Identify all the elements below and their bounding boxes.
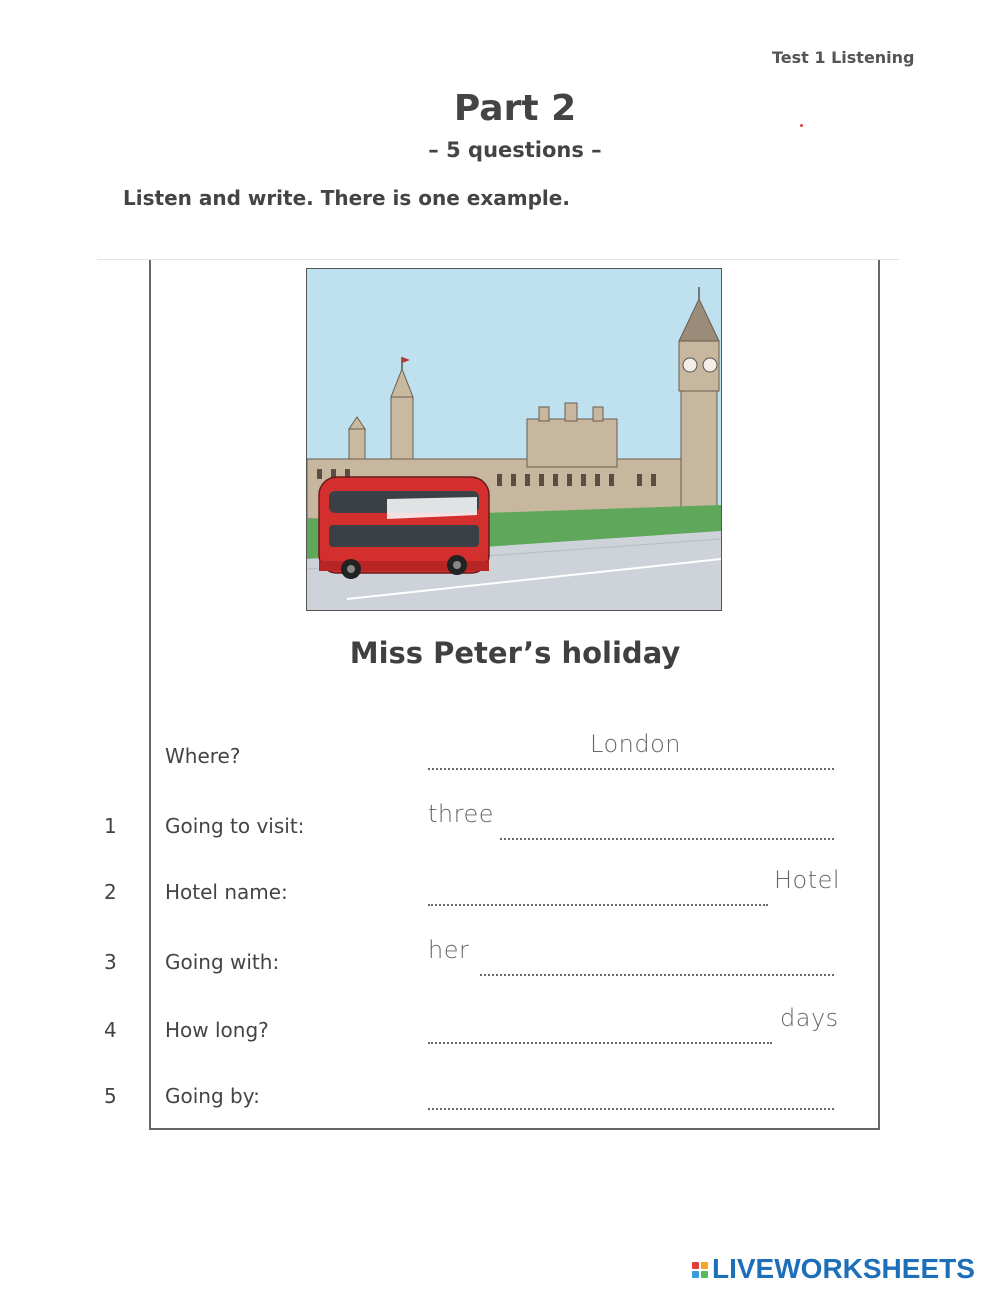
question-number: 5 <box>104 1084 117 1108</box>
logo-squares-icon <box>692 1262 708 1278</box>
liveworksheets-logo[interactable] <box>692 1254 975 1284</box>
answer-line[interactable] <box>500 838 834 840</box>
answer-text: three <box>428 800 494 828</box>
question-number: 3 <box>104 950 117 974</box>
answer-line[interactable] <box>428 1108 834 1110</box>
answer-line[interactable] <box>428 904 768 906</box>
question-label: Going with: <box>165 950 280 974</box>
logo-square <box>701 1271 708 1278</box>
logo-square <box>701 1262 708 1269</box>
london-bus-big-ben-illustration <box>307 269 721 610</box>
stray-mark <box>800 124 803 127</box>
answer-line[interactable] <box>480 974 834 976</box>
question-label: How long? <box>165 1018 269 1042</box>
question-number: 2 <box>104 880 117 904</box>
answer-line[interactable] <box>428 1042 772 1044</box>
answer-text: Hotel <box>774 866 841 894</box>
answer-text: London <box>590 730 681 758</box>
question-label: Hotel name: <box>165 880 288 904</box>
question-row-1 <box>0 800 1000 846</box>
question-row-5 <box>0 1076 1000 1116</box>
question-label: Going by: <box>165 1084 260 1108</box>
london-scene-picture <box>306 268 722 611</box>
question-row-4 <box>0 1004 1000 1050</box>
test-label: Test 1 Listening <box>772 48 915 67</box>
answer-text: her <box>428 936 470 964</box>
question-label: Where? <box>165 744 241 768</box>
part-title: Part 2 <box>453 88 577 129</box>
question-row-example <box>0 730 1000 776</box>
worksheet-title: Miss Peter’s holiday <box>349 636 681 670</box>
question-number: 4 <box>104 1018 117 1042</box>
part-subtitle: – 5 questions – <box>428 138 602 162</box>
answer-line[interactable] <box>428 768 834 770</box>
question-row-2 <box>0 866 1000 912</box>
question-number: 1 <box>104 814 117 838</box>
logo-square <box>692 1262 699 1269</box>
question-row-3 <box>0 936 1000 982</box>
question-label: Going to visit: <box>165 814 305 838</box>
logo-square <box>692 1271 699 1278</box>
answer-text: days <box>780 1004 839 1032</box>
instruction-text: Listen and write. There is one example. <box>123 186 570 210</box>
logo-text: LIVEWORKSHEETS <box>712 1253 975 1284</box>
